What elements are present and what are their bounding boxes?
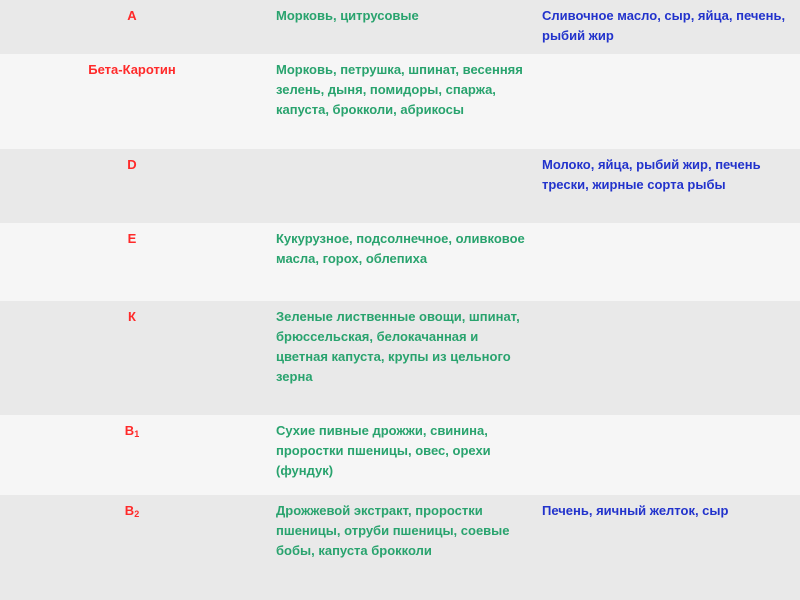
- plant-sources: Морковь, петрушка, шпинат, весенняя зелень, дыня, помидоры, спаржа, капуста, брокколи, абрикосы: [276, 62, 523, 117]
- vitamin-name: A: [127, 8, 137, 23]
- plant-sources: Морковь, цитрусовые: [276, 8, 419, 23]
- vitamin-name: D: [127, 157, 137, 172]
- vitamin-name: E: [127, 231, 137, 246]
- vitamin-name: $В_2$: [124, 503, 140, 519]
- vitamin-subscript: 2: [134, 509, 140, 519]
- table-row-vitamin-a: [0, 0, 800, 54]
- plant-sources: Дрожжевой экстракт, проростки пшеницы, отруби пшеницы, соевые бобы, капуста брокколи: [276, 503, 510, 558]
- vitamin-name: К: [128, 309, 136, 324]
- animal-sources: [530, 301, 800, 415]
- plant-sources: Кукурузное, подсолнечное, оливковое масла, горох, облепиха: [276, 231, 525, 266]
- animal-sources: [530, 54, 800, 149]
- vitamin-name: Бета-Каротин: [88, 62, 176, 77]
- plant-sources: Сухие пивные дрожжи, свинина, проростки пшеницы, овес, орехи (фундук): [276, 423, 491, 478]
- animal-sources: [530, 223, 800, 301]
- animal-sources: Печень, яичный желток, сыр: [542, 503, 729, 518]
- vitamin-subscript: 1: [134, 429, 140, 439]
- table-row-vitamin-e: [0, 223, 800, 301]
- plant-sources: Зеленые лиственные овощи, шпинат, брюссельская, белокачанная и цветная капуста, крупы из цельного зерна: [276, 309, 520, 384]
- vitamin-name: $В_1$: [124, 423, 140, 439]
- animal-sources: Молоко, яйца, рыбий жир, печень трески, жирные сорта рыбы: [542, 157, 761, 192]
- animal-sources: [530, 415, 800, 495]
- table-row-vitamin-b1: [0, 415, 800, 495]
- table-row-vitamin-d: [0, 149, 800, 223]
- table-row-vitamin-b2: [0, 495, 800, 600]
- table-row-beta-carotene: [0, 54, 800, 149]
- plant-sources: [264, 149, 530, 223]
- table-row-vitamin-k: [0, 301, 800, 415]
- animal-sources: Сливочное масло, сыр, яйца, печень, рыбий жир: [542, 8, 786, 43]
